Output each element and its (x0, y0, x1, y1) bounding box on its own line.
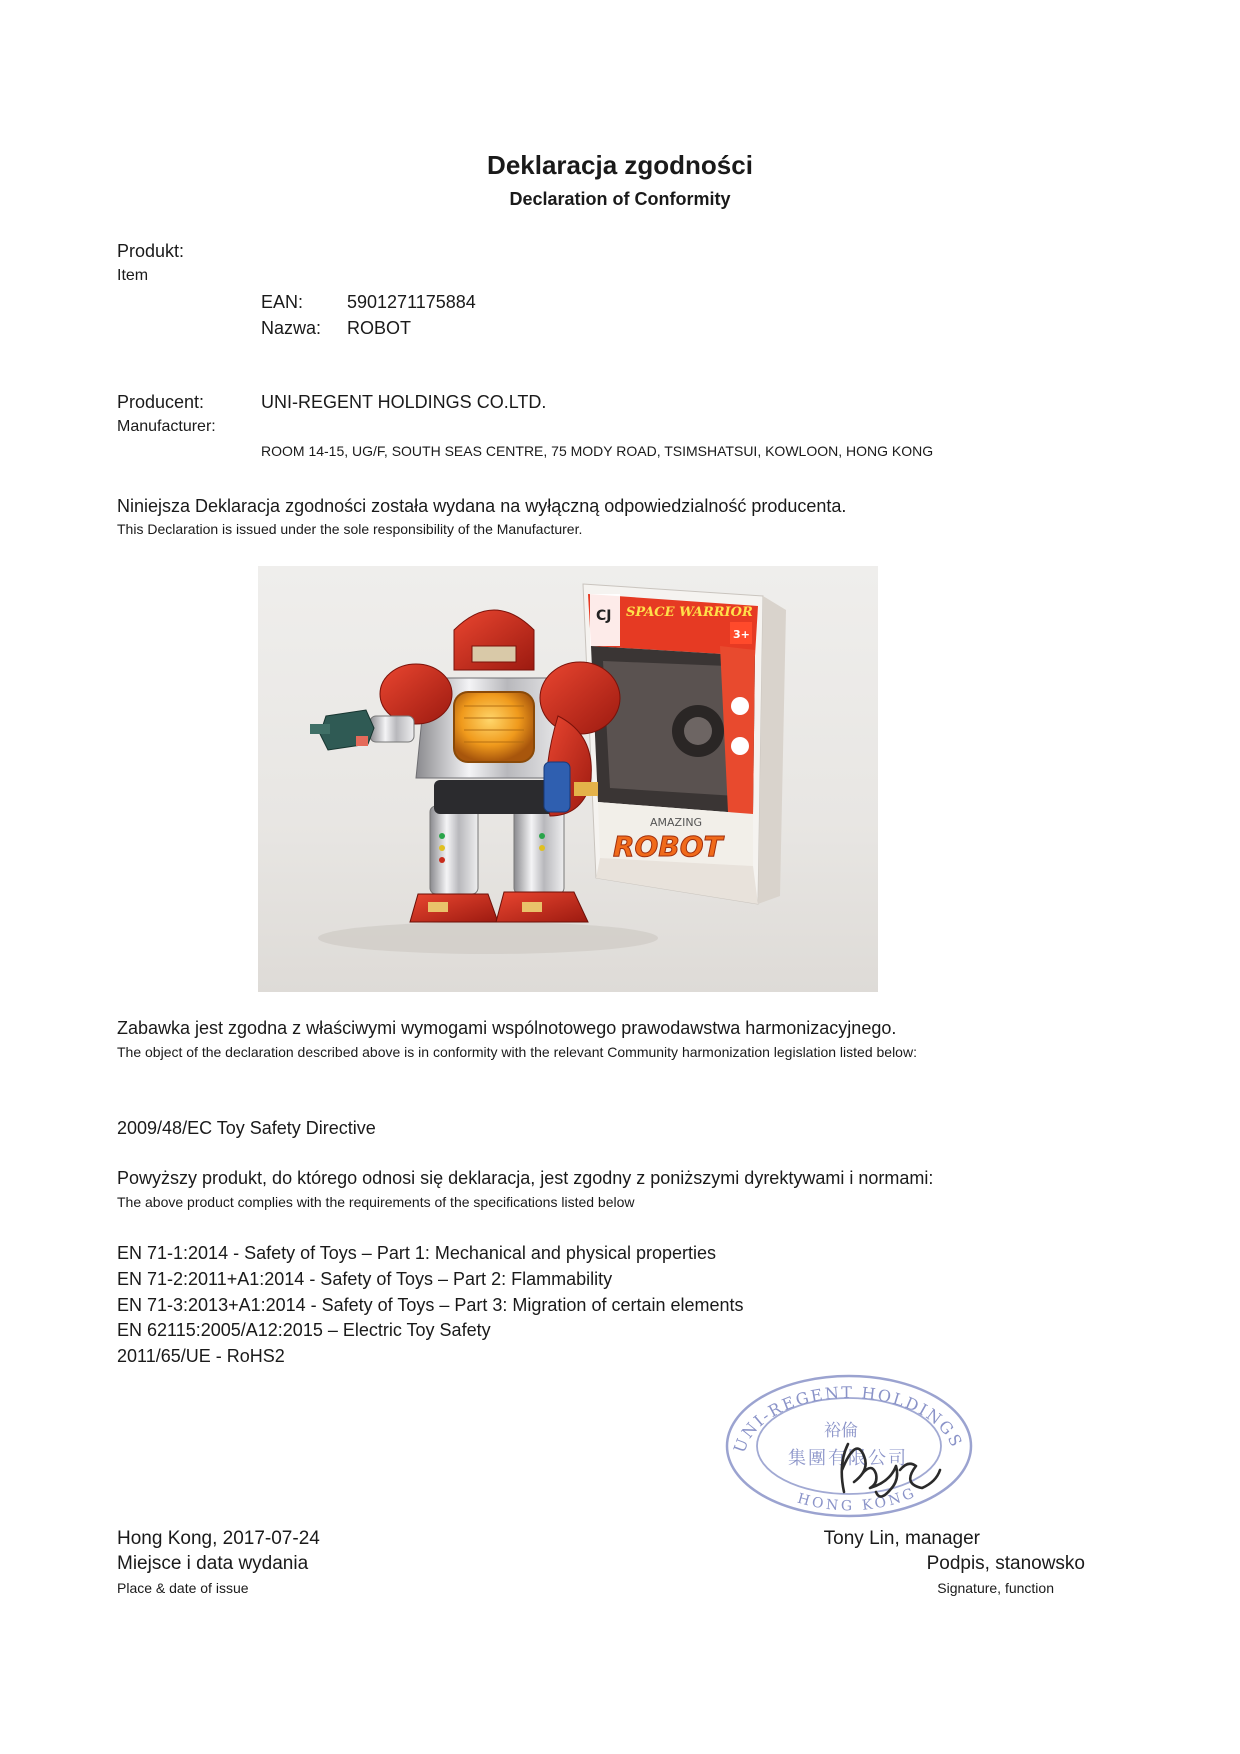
stamp-city: HONG KONG (795, 1484, 920, 1515)
box-title: SPACE WARRIOR (626, 605, 753, 620)
manufacturer-address: ROOM 14-15, UG/F, SOUTH SEAS CENTRE, 75 MODY ROAD, TSIMSHATSUI, KOWLOON, HONG KONG (261, 443, 934, 459)
conformity-en: The object of the declaration described above is in conformity with the relevant Community harmonization legislation listed below: (117, 1044, 917, 1060)
toy-box (583, 584, 786, 904)
manufacturer-label-en: Manufacturer: (117, 418, 216, 435)
product-label-pl: Produkt: (117, 241, 185, 261)
product-photo (258, 566, 878, 992)
document-title: Deklaracja zgodności (487, 150, 753, 180)
stamp-chinese-line2: 集團有限公司 (788, 1448, 908, 1469)
standard-item: EN 71-3:2013+A1:2014 - Safety of Toys – Part 3: Migration of certain elements (117, 1295, 744, 1315)
document-subtitle: Declaration of Conformity (509, 189, 731, 209)
robot-toy (310, 610, 620, 922)
ean-label: EAN: (261, 292, 304, 312)
standard-item: EN 62115:2005/A12:2015 – Electric Toy Safety (117, 1320, 491, 1340)
place-date: Hong Kong, 2017-07-24 (117, 1528, 320, 1549)
robot-illustration (258, 566, 878, 992)
responsibility-en: This Declaration is issued under the sole responsibility of the Manufacturer. (117, 521, 583, 537)
box-robot: ROBOT (613, 830, 723, 863)
manufacturer-name: UNI-REGENT HOLDINGS CO.LTD. (261, 392, 547, 412)
name-label: Nazwa: (261, 318, 322, 338)
stamp-chinese-line1: 裕倫 (824, 1421, 858, 1441)
box-brand: CJ (596, 608, 612, 624)
manufacturer-label-pl: Producent: (117, 392, 205, 412)
place-label-pl: Miejsce i data wydania (117, 1553, 309, 1574)
ean-value: 5901271175884 (347, 292, 476, 312)
standard-item: EN 71-2:2011+A1:2014 - Safety of Toys – Part 2: Flammability (117, 1269, 613, 1289)
place-label-en: Place & date of issue (117, 1580, 249, 1596)
standard-item: EN 71-1:2014 - Safety of Toys – Part 1: Mechanical and physical properties (117, 1243, 716, 1263)
box-amazing: AMAZING (650, 816, 703, 829)
signature-label-pl: Podpis, stanowsko (926, 1553, 1085, 1574)
signer-name: Tony Lin, manager (823, 1528, 980, 1549)
standards-intro-pl: Powyższy produkt, do którego odnosi się deklaracja, jest zgodny z poniższymi dyrektywami i normami: (117, 1168, 934, 1188)
product-label-en: Item (117, 267, 149, 284)
name-value: ROBOT (347, 318, 412, 338)
standards-intro-en: The above product complies with the requirements of the specifications listed below (117, 1194, 635, 1210)
floor-shadow (318, 922, 658, 954)
standard-item: 2011/65/UE - RoHS2 (117, 1346, 285, 1366)
stamp-company-name: UNI-REGENT HOLDINGS (729, 1382, 967, 1456)
conformity-pl: Zabawka jest zgodna z właściwymi wymogami wspólnotowego prawodawstwa harmonizacyjnego. (117, 1018, 897, 1038)
responsibility-pl: Niniejsza Deklaracja zgodności została wydana na wyłączną odpowiedzialność producenta. (117, 496, 847, 516)
signature-label-en: Signature, function (937, 1580, 1054, 1596)
company-stamp (722, 1370, 976, 1518)
box-age: 3+ (733, 628, 750, 641)
toy-safety-directive: 2009/48/EC Toy Safety Directive (117, 1118, 376, 1138)
